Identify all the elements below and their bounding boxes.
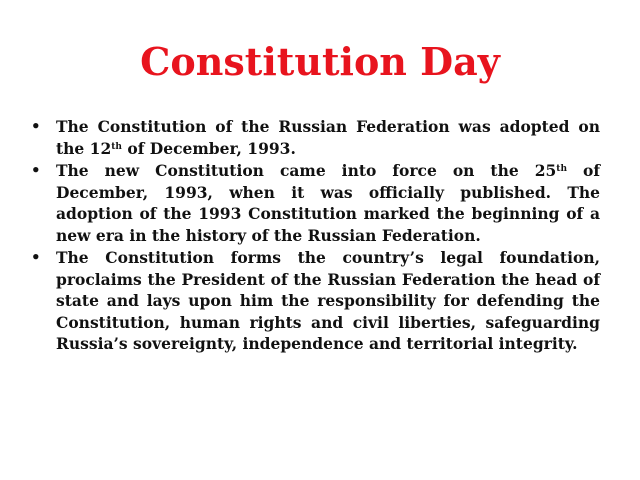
bullet-text-2a: The new Constitution came into force on the 25 (56, 161, 557, 180)
bullet-text-1a: The Constitution of the Russian Federation was adopted on the 12 (56, 117, 600, 158)
bullet-dot-icon: • (31, 248, 41, 266)
bullet-superscript-1: th (111, 141, 122, 152)
bullet-dot-icon: • (31, 161, 41, 179)
bullet-item-1 (28, 116, 600, 159)
bullet-text-2b: of December, 1993, when it was officially published. The adoption of the 1993 Constitution marked the beginning of a new era in the history of the Russian Federation. (56, 161, 601, 245)
bullet-item-3 (28, 247, 600, 355)
bullet-list (28, 116, 600, 356)
slide-title: Constitution Day (140, 39, 500, 84)
bullet-text-1b: of December, 1993. (121, 138, 296, 158)
bullet-text-3: The Constitution forms the country’s legal foundation, proclaims the President of the Russian Federation the head of state and lays upon him the responsibility for defending the Constitution, human rights and civil liberties, safeguarding Russia’s sovereignty, independence and territorial integrity. (56, 248, 600, 353)
bullet-dot-icon: • (31, 117, 41, 135)
bullet-superscript-2: th (556, 164, 567, 174)
bullet-item-2 (28, 160, 600, 246)
